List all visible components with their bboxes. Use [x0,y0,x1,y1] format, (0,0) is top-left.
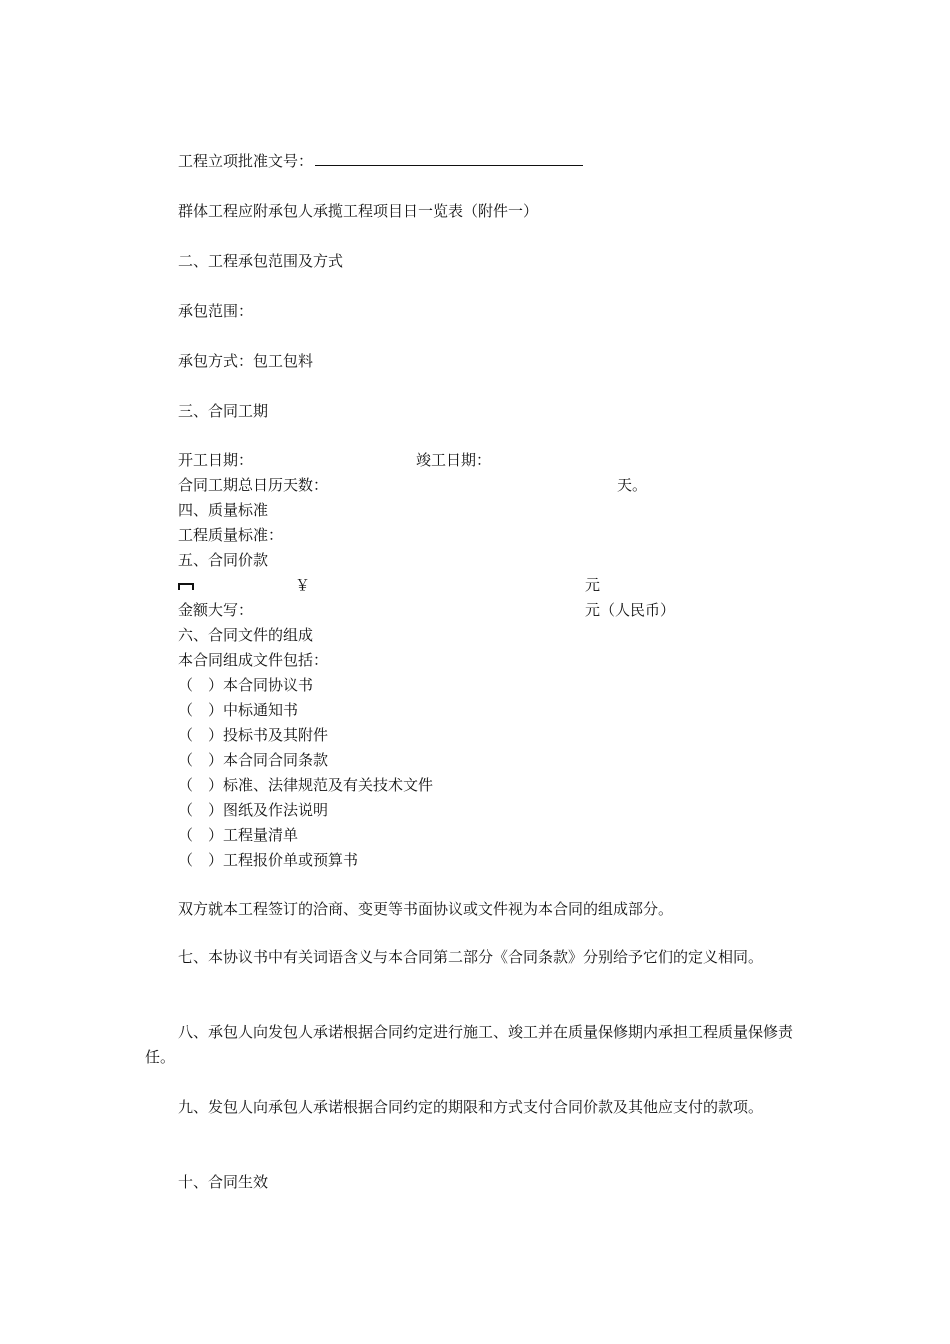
bracket-mark-icon [178,583,194,590]
amount-words-label: 金额大写： [178,601,254,619]
amount-words-unit: 元（人民币） [585,601,676,619]
doc-item-checkbox[interactable]: （ ）图纸及作法说明 [178,801,329,819]
doc-item-checkbox[interactable]: （ ）工程量清单 [178,826,299,844]
doc-item-checkbox[interactable]: （ ）工程报价单或预算书 [178,851,359,869]
section-8-paragraph: 八、承包人向发包人承诺根据合同约定进行施工、竣工并在质量保修期内承担工程质量保修责任。 [145,1023,794,1066]
section-4-title: 四、质量标准 [178,501,269,519]
section-6-title: 六、合同文件的组成 [178,626,314,644]
doc-item-checkbox[interactable]: （ ）标准、法律规范及有关技术文件 [178,776,434,794]
quality-standard-label: 工程质量标准： [178,526,284,544]
approval-number-label: 工程立项批准文号： [178,152,314,170]
includes-label: 本合同组成文件包括： [178,651,329,669]
contract-mode-line: 承包方式：包工包料 [178,352,314,370]
doc-item-checkbox[interactable]: （ ）本合同合同条款 [178,751,329,769]
yuan-unit: 元 [585,576,601,594]
yen-symbol: ￥ [295,576,311,594]
start-date-label: 开工日期： [178,451,254,469]
price-figures-line [178,575,194,595]
approval-number-line [178,150,583,171]
section-5-title: 五、合同价款 [178,551,269,569]
attachment-note: 群体工程应附承包人承揽工程项目日一览表（附件一） [178,202,539,220]
doc-item-checkbox[interactable]: （ ）投标书及其附件 [178,726,329,744]
section-10-title: 十、合同生效 [178,1173,269,1191]
total-days-label: 合同工期总日历天数： [178,476,329,494]
section-2-title: 二、工程承包范围及方式 [178,252,344,270]
section-3-title: 三、合同工期 [178,402,269,420]
scope-label: 承包范围： [178,302,254,320]
supplement-paragraph: 双方就本工程签订的洽商、变更等书面协议或文件视为本合同的组成部分。 [178,900,674,918]
section-9-paragraph: 九、发包人向承包人承诺根据合同约定的期限和方式支付合同价款及其他应支付的款项。 [178,1098,764,1116]
approval-number-blank[interactable] [315,150,583,166]
doc-item-checkbox[interactable]: （ ）中标通知书 [178,701,299,719]
section-7-paragraph: 七、本协议书中有关词语含义与本合同第二部分《合同条款》分别给予它们的定义相同。 [178,948,764,966]
doc-item-checkbox[interactable]: （ ）本合同协议书 [178,676,314,694]
finish-date-label: 竣工日期： [416,451,492,469]
total-days-unit: 天。 [617,476,648,494]
